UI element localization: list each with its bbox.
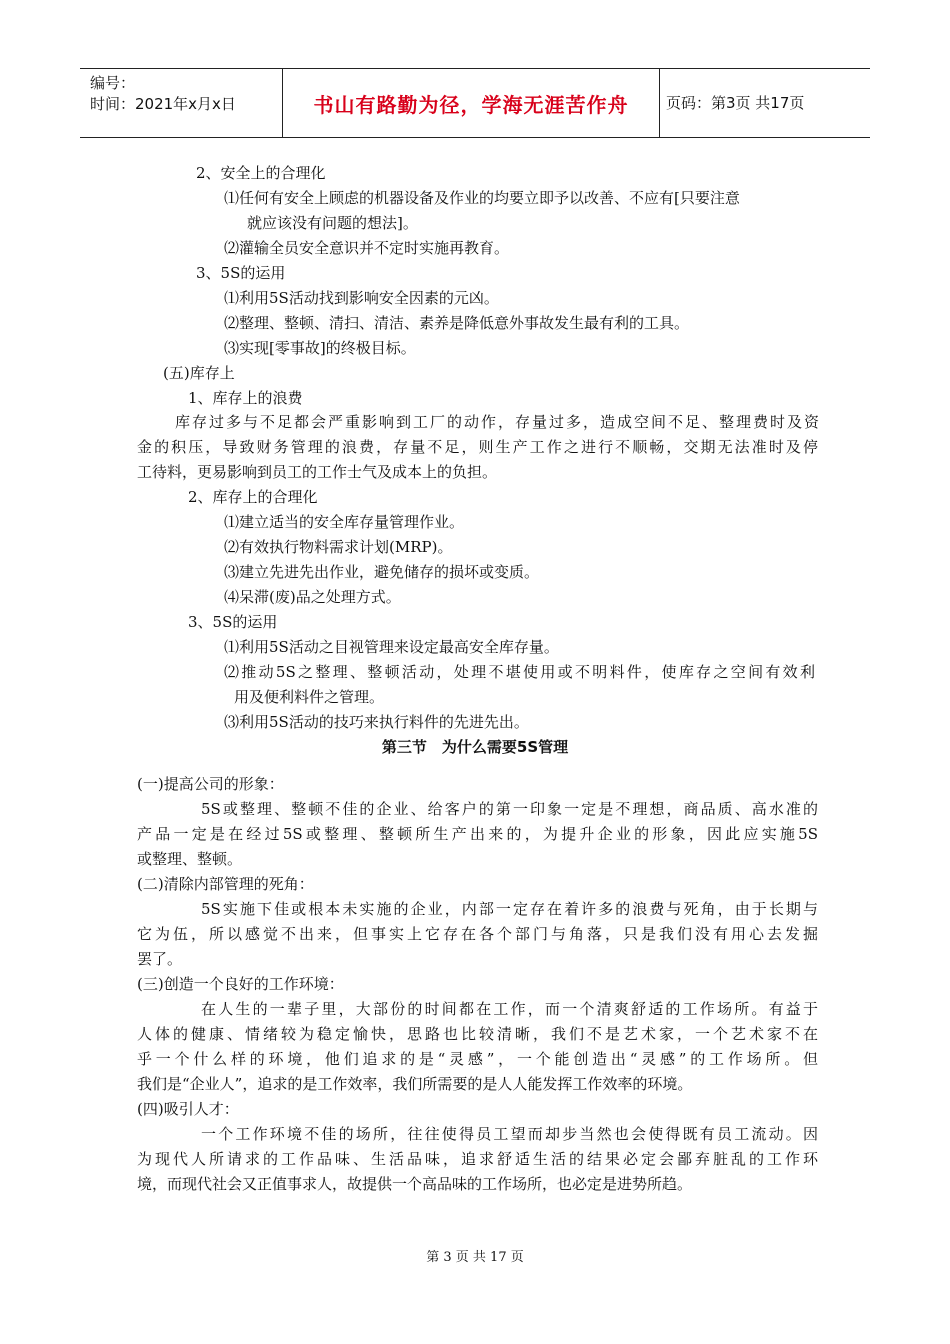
section-line: 5S实施下佳或根本未实施的企业，内部一定存在着许多的浪费与死角，由于长期与 [201, 900, 818, 918]
header-left [90, 73, 236, 115]
body-line: 金的积压，导致财务管理的浪费，存量不足，则生产工作之进行不顺畅，交期无法准时及停 [137, 438, 818, 456]
body-line: 3、5S的运用 [196, 264, 286, 282]
section-heading: (四)吸引人才： [137, 1100, 239, 1118]
page-footer: 第 3 页 共 17 页 [426, 1250, 524, 1265]
body-line: ⑶实现[零事故]的终极目标。 [224, 339, 416, 357]
section-title: 第三节 为什么需要5S管理 [381, 738, 569, 756]
document-number: 编号： [90, 74, 136, 92]
body-line: 用及便利料件之管理。 [234, 688, 385, 706]
body-line: (五)库存上 [163, 364, 235, 382]
body-line: 1、库存上的浪费 [188, 389, 303, 407]
body-line: 工待料，更易影响到员工的工作士气及成本上的负担。 [137, 463, 498, 481]
document-date: 时间：2021年x月x日 [90, 95, 236, 113]
section-line: 人体的健康、情绪较为稳定愉快，思路也比较清晰，我们不是艺术家，一个艺术家不在 [137, 1025, 818, 1043]
body-line: 就应该没有问题的想法]。 [247, 214, 418, 232]
body-line: 3、5S的运用 [188, 613, 278, 631]
body-line: ⑶建立先进先出作业，避免储存的损坏或变质。 [224, 563, 540, 581]
section-heading: (二)清除内部管理的死角： [137, 875, 314, 893]
header-page-info: 页码：第3页 共17页 [666, 94, 805, 112]
section-line: 为现代人所请求的工作品味、生活品味，追求舒适生活的结果必定会鄙弃脏乱的工作环 [137, 1150, 818, 1168]
page-header [80, 68, 870, 138]
body-line: ⑷呆滞(废)品之处理方式。 [224, 588, 401, 606]
header-motto: 书山有路勤为径，学海无涯苦作舟 [282, 69, 660, 137]
section-line: 罢了。 [137, 950, 183, 968]
body-line: ⑵整理、整顿、清扫、清洁、素养是降低意外事故发生最有利的工具。 [224, 314, 690, 332]
section-line: 产品一定是在经过5S或整理、整顿所生产出来的，为提升企业的形象，因此应实施5S [137, 825, 818, 843]
section-heading: (三)创造一个良好的工作环境： [137, 975, 344, 993]
body-line: ⑵有效执行物料需求计划(MRP)。 [224, 538, 453, 556]
body-line: 2、库存上的合理化 [188, 488, 318, 506]
section-line: 5S或整理、整顿不佳的企业、给客户的第一印象一定是不理想，商品质、高水准的 [201, 800, 818, 818]
body-line: ⑴利用5S活动之目视管理来设定最高安全库存量。 [224, 638, 559, 656]
body-line: ⑴任何有安全上顾虑的机器设备及作业的均要立即予以改善、不应有[只要注意 [224, 189, 740, 207]
body-line: 2、安全上的合理化 [196, 164, 326, 182]
body-line: ⑵推动5S之整理、整顿活动，处理不堪使用或不明料件，使库存之空间有效利 [224, 663, 815, 681]
section-line: 在人生的一辈子里，大部份的时间都在工作，而一个清爽舒适的工作场所。有益于 [201, 1000, 818, 1018]
section-line: 境，而现代社会又正值事求人，故提供一个高品味的工作场所，也必定是进势所趋。 [137, 1175, 693, 1193]
body-line: ⑶利用5S活动的技巧来执行料件的先进先出。 [224, 713, 529, 731]
section-line: 或整理、整顿。 [137, 850, 243, 868]
body-line: ⑴建立适当的安全库存量管理作业。 [224, 513, 465, 531]
body-line: ⑴利用5S活动找到影响安全因素的元凶。 [224, 289, 499, 307]
section-line: 一个工作环境不佳的场所，往往使得员工望而却步当然也会使得既有员工流动。因 [201, 1125, 818, 1143]
section-line: 我们是“企业人”，追求的是工作效率，我们所需要的是人人能发挥工作效率的环境。 [137, 1075, 693, 1093]
section-heading: (一)提高公司的形象： [137, 775, 284, 793]
section-line: 它为伍，所以感觉不出来，但事实上它存在各个部门与角落，只是我们没有用心去发掘 [137, 925, 818, 943]
section-line: 乎一个什么样的环境，他们追求的是“灵感”，一个能创造出“灵感”的工作场所。但 [137, 1050, 818, 1068]
body-line: ⑵灌输全员安全意识并不定时实施再教育。 [224, 239, 510, 257]
body-line: 库存过多与不足都会严重影响到工厂的动作，存量过多，造成空间不足、整理费时及资 [175, 413, 819, 431]
